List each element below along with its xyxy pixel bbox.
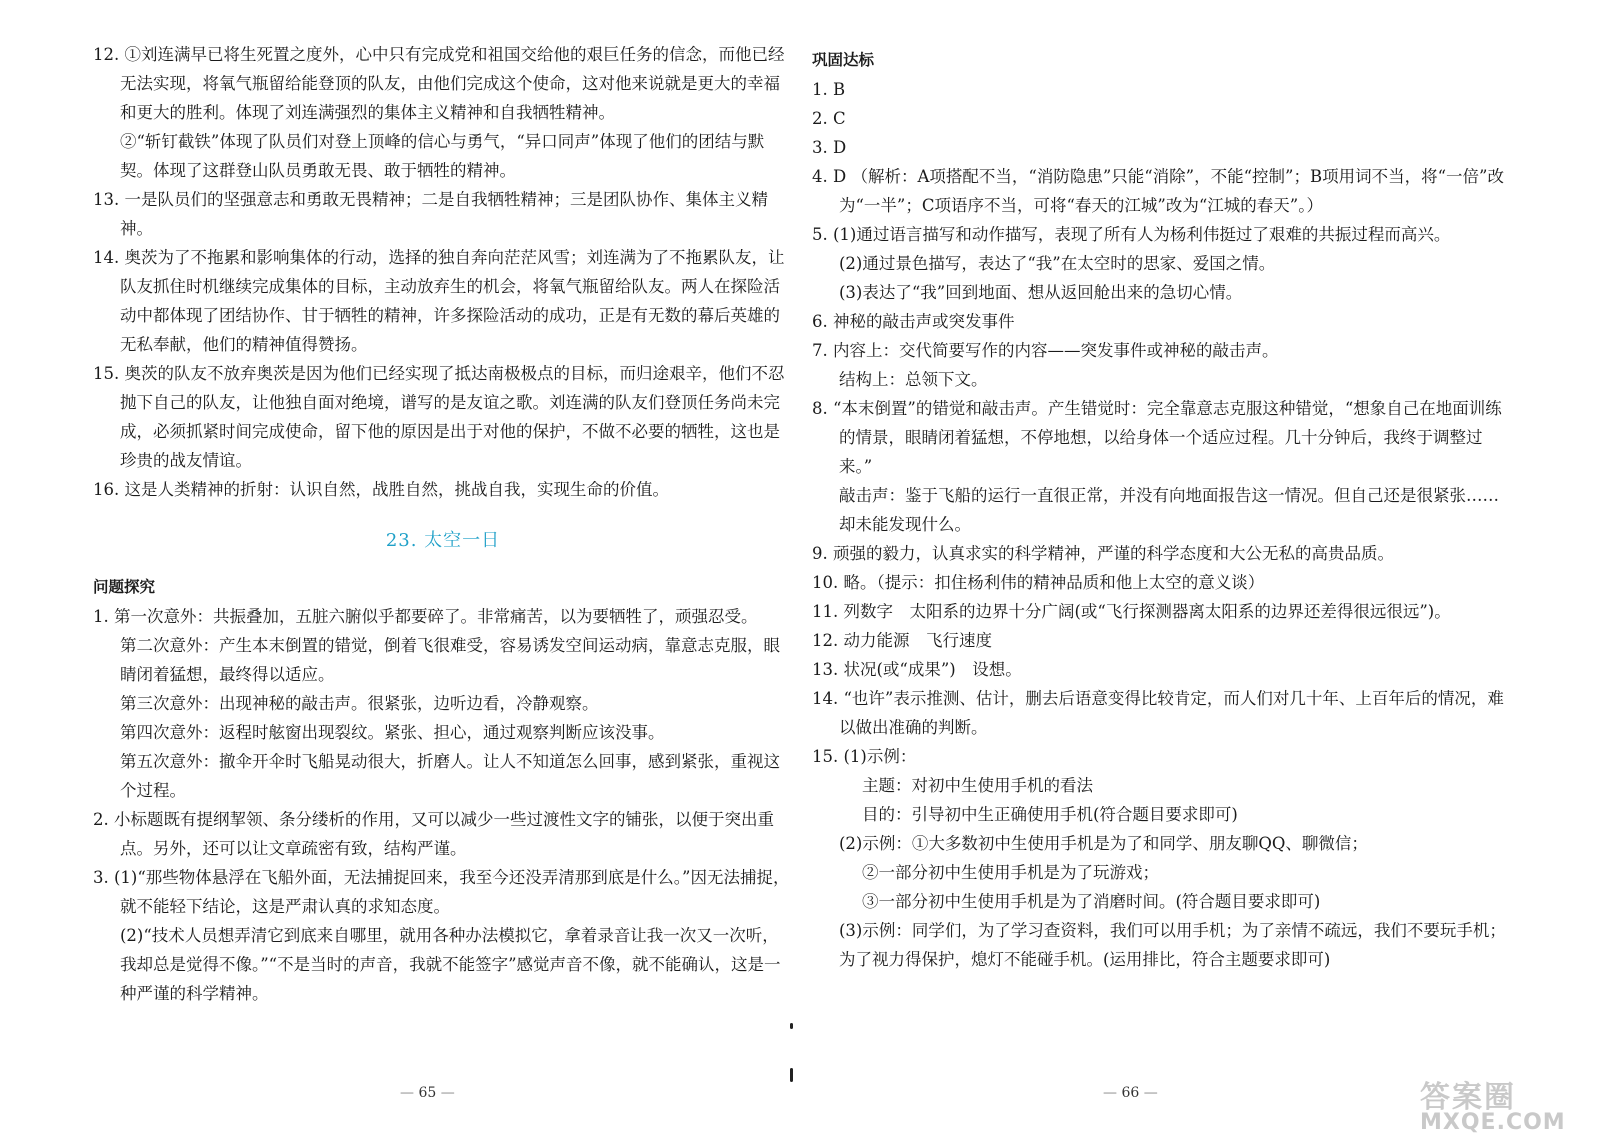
consolidate-answers [812,75,1512,974]
answer-paragraph: 8. “本末倒置”的错觉和敲击声。产生错觉时：完全靠意志克服这种错觉，“想象自己在地面训练的情景，眼睛闭着猛想，不停地想，以给身体一个适应过程。几十分钟后，我终于调整过来。” [812,399,1502,476]
answer-paragraph: 13. 状况(或“成果”) 设想。 [812,660,1022,679]
answer-paragraph: 目的：引导初中生正确使用手机(符合题目要求即可) [862,805,1238,824]
watermark-logo: 答案圈 MXQE.COM [1420,1080,1566,1135]
answer-paragraph: 2. 小标题既有提纲挈领、条分缕析的作用，又可以减少一些过渡性文字的铺张，以便于突出重点。另外，还可以让文章疏密有致，结构严谨。 [93,810,774,858]
answer-paragraph: 4. D （解析：A项搭配不当，“消防隐患”只能“消除”，不能“控制”；B项用词不当，将“一倍”改为“一半”；C项语序不当，可将“春天的江城”改为“江城的春天”。） [812,167,1504,215]
answer-paragraph: 7. 内容上：交代简要写作的内容——突发事件或神秘的敲击声。 [812,341,1279,360]
answer-paragraph: ②一部分初中生使用手机是为了玩游戏； [862,863,1159,882]
answer-paragraph: (3)示例：同学们，为了学习查资料，我们可以用手机；为了亲情不疏远，我们不要玩手机；为了视力得保护，熄灯不能碰手机。(运用排比，符合主题要求即可) [839,921,1506,969]
answer-paragraph: 1. B [812,80,846,99]
page-number-right: — 66 — [1103,1085,1158,1101]
answer-paragraph: 14. “也许”表示推测、估计，删去后语意变得比较肯定，而人们对几十年、上百年后的情况，难以做出准确的判断。 [812,689,1504,737]
section-heading-consolidate: 巩固达标 [812,51,875,69]
answer-paragraph: 结构上：总领下文。 [839,370,988,389]
answer-paragraph: 第三次意外：出现神秘的敲击声。很紧张，边听边看，冷静观察。 [120,694,599,713]
answer-paragraph: (2)通过景色描写，表达了“我”在太空时的思家、爱国之情。 [839,254,1276,273]
answer-paragraph: 9. 顽强的毅力，认真求实的科学精神，严谨的科学态度和大公无私的高贵品质。 [812,544,1394,563]
answer-paragraph: 第二次意外：产生本末倒置的错觉，倒着飞很难受，容易诱发空间运动病，靠意志克服，眼睛闭着猛想，最终得以适应。 [120,636,780,684]
answer-paragraph: 12. ①刘连满早已将生死置之度外，心中只有完成党和祖国交给他的艰巨任务的信念，而他已经无法实现，将氧气瓶留给能登顶的队友，由他们完成这个使命，这对他来说就是更大的幸福和更大的胜利。体现了刘连满强烈的集体主义精神和自我牺牲精神。 [93,45,785,122]
answer-paragraph: 3. D [812,138,847,157]
answer-paragraph: 敲击声：鉴于飞船的运行一直很正常，并没有向地面报告这一情况。但自己还是很紧张……却未能发现什么。 [839,486,1499,534]
answer-paragraph: 12. 动力能源 飞行速度 [812,631,992,650]
lesson-title: 23. 太空一日 [385,530,501,551]
answer-paragraph: 15. 奥茨的队友不放弃奥茨是因为他们已经实现了抵达南极极点的目标，而归途艰辛，他们不忍抛下自己的队友，让他独自面对绝境，谱写的是友谊之歌。刘连满的队友们登顶任务尚未完成，必须抓紧时间完成使命，留下他的原因是出于对他的保护，不做不必要的牺牲，这也是珍贵的战友情谊。 [93,364,785,470]
answer-paragraph: 5. (1)通过语言描写和动作描写，表现了所有人为杨利伟挺过了艰难的共振过程而高兴。 [812,225,1451,244]
answer-paragraph: 16. 这是人类精神的折射：认识自然，战胜自然，挑战自我，实现生命的价值。 [93,480,669,499]
answer-paragraph: 1. 第一次意外：共振叠加，五脏六腑似乎都要碎了。非常痛苦，以为要牺牲了，顽强忍受。 [93,607,758,626]
spine-mark [790,1068,793,1082]
answer-paragraph: 2. C [812,109,846,128]
section-heading-explore: 问题探究 [93,578,156,596]
answer-paragraph: 6. 神秘的敲击声或突发事件 [812,312,1015,331]
answer-paragraph: ③一部分初中生使用手机是为了消磨时间。(符合题目要求即可) [862,892,1321,911]
page-number-left: — 65 — [400,1085,455,1101]
left-answers [93,40,793,504]
answer-paragraph: 第五次意外：撤伞开伞时飞船晃动很大，折磨人。让人不知道怎么回事，感到紧张，重视这个过程。 [120,752,780,800]
answer-paragraph: 14. 奥茨为了不拖累和影响集体的行动，选择的独自奔向茫茫风雪；刘连满为了不拖累队友，让队友抓住时机继续完成集体的目标，主动放弃生的机会，将氧气瓶留给队友。两人在探险活动中都体现了团结协作、甘于牺牲的精神，许多探险活动的成功，正是有无数的幕后英雄的无私奉献，他们的精神值得赞扬。 [93,248,785,354]
answer-paragraph: (3)表达了“我”回到地面、想从返回舱出来的急切心情。 [839,283,1243,302]
answer-paragraph: 3. (1)“那些物体悬浮在飞船外面，无法捕捉回来，我至今还没弄清那到底是什么。”因无法捕捉，就不能轻下结论，这是严肃认真的求知态度。 [93,868,790,916]
answer-paragraph: 15. (1)示例： [812,747,917,766]
right-page [812,40,1512,974]
answer-paragraph: 10. 略。（提示：扣住杨利伟的精神品质和他上太空的意义谈） [812,573,1265,592]
answer-paragraph: 11. 列数字 太阳系的边界十分广阔(或“飞行探测器离太阳系的边界还差得很远很远”)。 [812,602,1451,621]
answer-paragraph: (2)示例：①大多数初中生使用手机是为了和同学、朋友聊QQ、聊微信； [839,834,1368,853]
explore-answers [93,602,793,1008]
answer-paragraph: 主题：对初中生使用手机的看法 [862,776,1093,795]
answer-paragraph: (2)“技术人员想弄清它到底来自哪里，就用各种办法模拟它，拿着录音让我一次又一次听，我却总是觉得不像。”“不是当时的声音，我就不能签字”感觉声音不像，就不能确认，这是一种严谨的科学精神。 [120,926,781,1003]
answer-paragraph: ②“斩钉截铁”体现了队员们对登上顶峰的信心与勇气，“异口同声”体现了他们的团结与默契。体现了这群登山队员勇敢无畏、敢于牺牲的精神。 [120,132,765,180]
answer-paragraph: 第四次意外：返程时舷窗出现裂纹。紧张、担心，通过观察判断应该没事。 [120,723,665,742]
answer-paragraph: 13. 一是队员们的坚强意志和勇敢无畏精神；二是自我牺牲精神；三是团队协作、集体主义精神。 [93,190,768,238]
spine-mark [790,1023,793,1029]
left-page [93,40,793,1008]
